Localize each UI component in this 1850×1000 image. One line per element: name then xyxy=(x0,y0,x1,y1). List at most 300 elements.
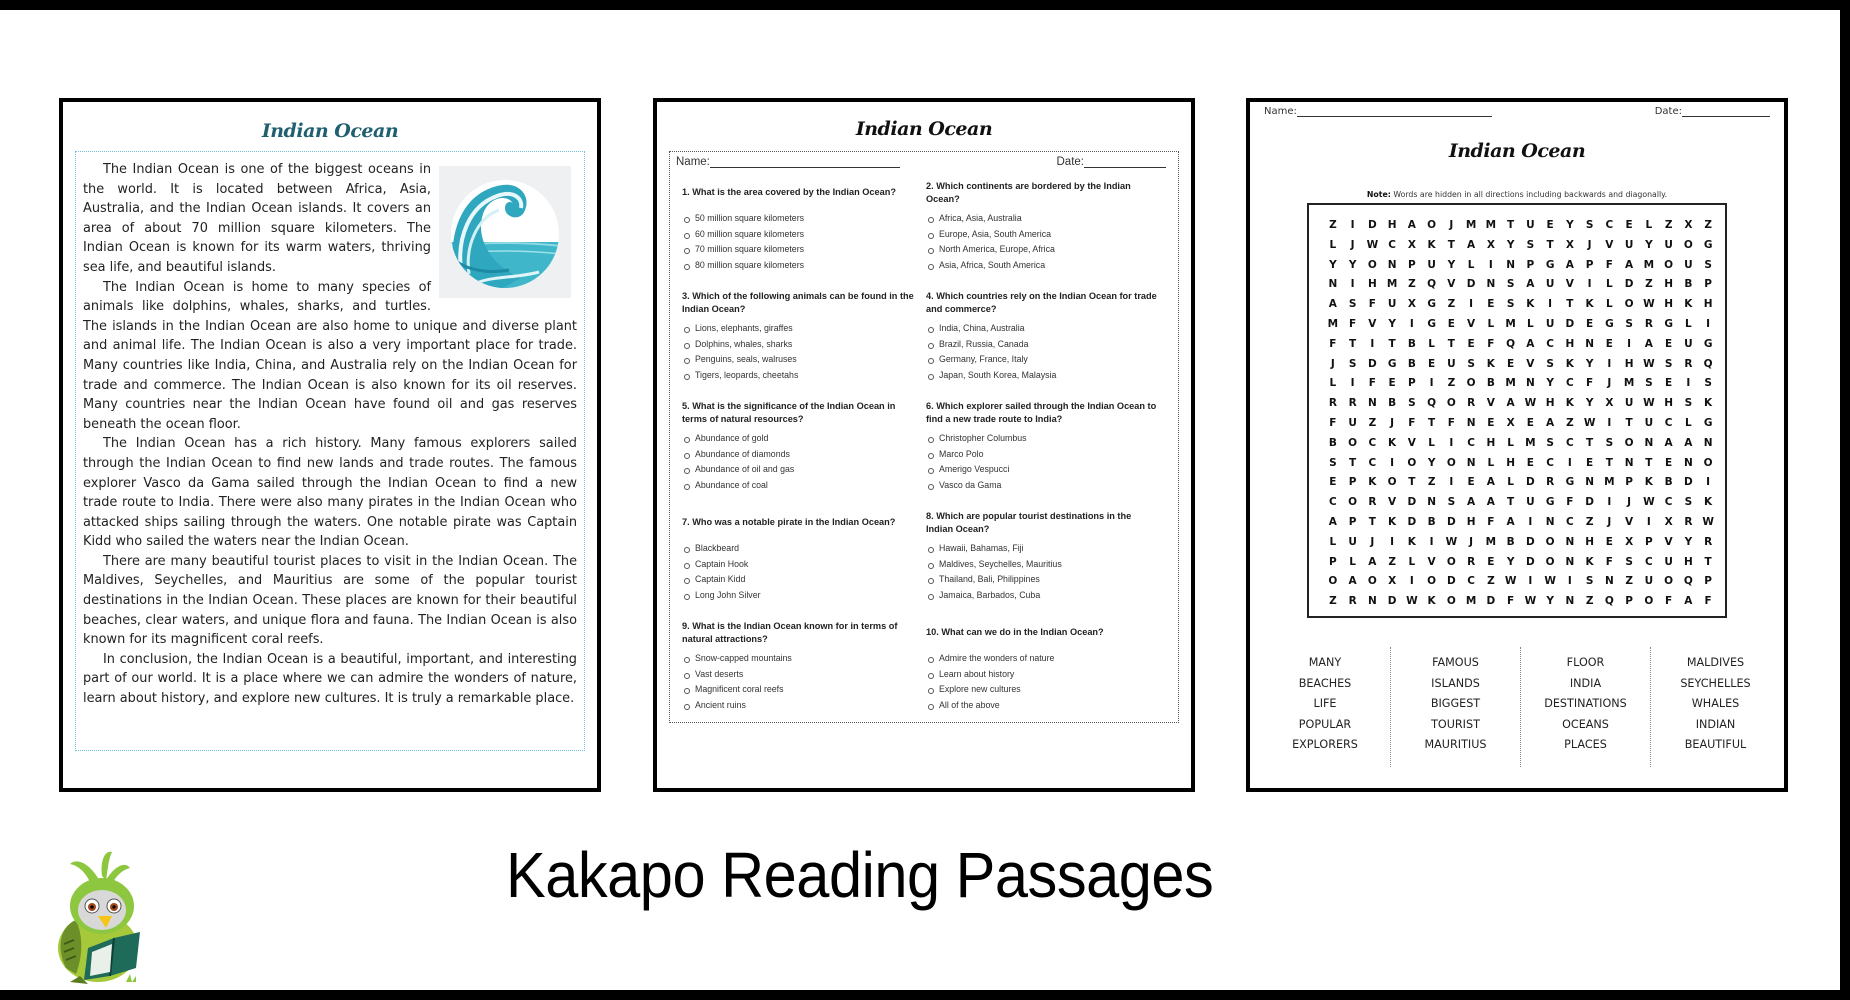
grid-letter[interactable]: F xyxy=(1665,595,1673,608)
answer-option[interactable]: Tigers, leopards, cheetahs xyxy=(682,368,914,384)
grid-letter[interactable]: G xyxy=(1703,337,1713,350)
grid-letter[interactable]: A xyxy=(1328,515,1337,528)
grid-letter[interactable]: Y xyxy=(1388,317,1396,330)
grid-letter[interactable]: C xyxy=(1368,436,1377,449)
grid-letter[interactable]: Z xyxy=(1329,595,1337,608)
grid-letter[interactable]: O xyxy=(1664,575,1674,588)
grid-letter[interactable]: F xyxy=(1704,595,1712,608)
grid-letter[interactable]: J xyxy=(1587,238,1592,251)
grid-letter[interactable]: F xyxy=(1447,416,1455,429)
grid-letter[interactable]: U xyxy=(1664,238,1673,251)
grid-letter[interactable]: G xyxy=(1427,298,1436,311)
grid-letter[interactable]: I xyxy=(1686,377,1691,390)
grid-letter[interactable]: S xyxy=(1526,238,1535,251)
grid-letter[interactable]: K xyxy=(1565,397,1574,410)
grid-letter[interactable]: H xyxy=(1585,535,1595,548)
grid-letter[interactable]: P xyxy=(1526,258,1535,271)
grid-letter[interactable]: G xyxy=(1545,496,1555,509)
grid-letter[interactable]: V xyxy=(1565,278,1574,291)
grid-letter[interactable]: U xyxy=(1664,555,1673,568)
grid-letter[interactable]: Y xyxy=(1427,456,1436,469)
grid-letter[interactable]: Z xyxy=(1427,476,1436,489)
grid-letter[interactable]: O xyxy=(1545,555,1555,568)
grid-letter[interactable]: Z xyxy=(1585,515,1594,528)
grid-letter[interactable]: I xyxy=(1607,496,1612,509)
grid-letter[interactable]: E xyxy=(1665,377,1673,390)
grid-letter[interactable]: L xyxy=(1349,555,1356,568)
grid-letter[interactable]: P xyxy=(1645,535,1653,548)
grid-letter[interactable]: A xyxy=(1625,258,1634,271)
grid-letter[interactable]: L xyxy=(1606,278,1613,291)
grid-letter[interactable]: N xyxy=(1604,575,1614,588)
grid-letter[interactable]: S xyxy=(1625,317,1633,330)
grid-letter[interactable]: U xyxy=(1684,258,1693,271)
grid-letter[interactable]: W xyxy=(1406,595,1418,608)
grid-letter[interactable]: N xyxy=(1525,377,1535,390)
grid-letter[interactable]: I xyxy=(1627,337,1632,350)
grid-letter[interactable]: Z xyxy=(1487,575,1495,588)
grid-letter[interactable]: M xyxy=(1505,317,1516,330)
grid-letter[interactable]: P xyxy=(1704,278,1712,291)
grid-letter[interactable]: F xyxy=(1349,317,1357,330)
grid-letter[interactable]: D xyxy=(1368,219,1377,231)
grid-letter[interactable]: C xyxy=(1566,515,1574,528)
grid-letter[interactable]: N xyxy=(1565,555,1575,568)
grid-letter[interactable]: R xyxy=(1704,535,1713,548)
answer-option[interactable]: Blackbeard xyxy=(682,541,914,557)
answer-option[interactable]: Japan, South Korea, Malaysia xyxy=(926,368,1158,384)
grid-letter[interactable]: Z xyxy=(1329,219,1337,231)
grid-letter[interactable]: U xyxy=(1684,337,1693,350)
grid-letter[interactable]: I xyxy=(1449,436,1454,449)
grid-letter[interactable]: I xyxy=(1390,456,1395,469)
grid-letter[interactable]: Y xyxy=(1566,219,1574,231)
answer-option[interactable]: Vasco da Gama xyxy=(926,478,1158,494)
grid-letter[interactable]: O xyxy=(1348,436,1358,449)
answer-option[interactable]: North America, Europe, Africa xyxy=(926,242,1158,258)
grid-letter[interactable]: Y xyxy=(1645,238,1653,251)
grid-letter[interactable]: L xyxy=(1467,258,1475,271)
grid-letter[interactable]: D xyxy=(1466,278,1476,291)
grid-letter[interactable]: E xyxy=(1526,416,1534,429)
grid-letter[interactable]: S xyxy=(1684,496,1693,509)
grid-letter[interactable]: F xyxy=(1586,377,1594,390)
grid-letter[interactable]: I xyxy=(1567,456,1572,469)
grid-letter[interactable]: I xyxy=(1409,317,1414,330)
grid-letter[interactable]: C xyxy=(1605,219,1614,231)
grid-letter[interactable]: I xyxy=(1587,278,1592,291)
grid-letter[interactable]: E xyxy=(1467,476,1475,489)
grid-letter[interactable]: K xyxy=(1486,357,1495,370)
grid-letter[interactable]: P xyxy=(1348,476,1357,489)
grid-letter[interactable]: U xyxy=(1387,298,1397,311)
grid-letter[interactable]: D xyxy=(1387,595,1397,608)
grid-letter[interactable]: B xyxy=(1388,397,1397,410)
grid-letter[interactable]: W xyxy=(1643,357,1655,370)
grid-letter[interactable]: O xyxy=(1407,456,1417,469)
grid-letter[interactable]: I xyxy=(1646,515,1651,528)
answer-option[interactable]: Long John Silver xyxy=(682,588,914,604)
grid-letter[interactable]: A xyxy=(1526,278,1535,291)
grid-letter[interactable]: D xyxy=(1526,476,1535,489)
grid-letter[interactable]: I xyxy=(1350,219,1355,231)
answer-option[interactable]: Abundance of diamonds xyxy=(682,447,914,463)
grid-letter[interactable]: B xyxy=(1684,278,1693,291)
grid-letter[interactable]: I xyxy=(1528,575,1533,588)
grid-letter[interactable]: E xyxy=(1546,219,1554,231)
grid-letter[interactable]: A xyxy=(1368,555,1377,568)
grid-letter[interactable]: Z xyxy=(1408,278,1416,291)
grid-letter[interactable]: U xyxy=(1427,258,1436,271)
grid-letter[interactable]: K xyxy=(1407,535,1416,548)
grid-letter[interactable]: Y xyxy=(1546,377,1554,390)
grid-letter[interactable]: L xyxy=(1428,337,1435,350)
grid-letter[interactable]: R xyxy=(1684,357,1693,370)
grid-letter[interactable]: L xyxy=(1329,535,1337,548)
grid-letter[interactable]: D xyxy=(1407,496,1417,509)
grid-letter[interactable]: H xyxy=(1387,219,1397,231)
grid-letter[interactable]: E xyxy=(1625,219,1633,231)
grid-letter[interactable]: V xyxy=(1467,317,1476,330)
grid-letter[interactable]: M xyxy=(1525,436,1536,449)
grid-letter[interactable]: P xyxy=(1625,595,1633,608)
grid-letter[interactable]: S xyxy=(1605,436,1614,449)
grid-letter[interactable]: T xyxy=(1447,337,1455,350)
grid-letter[interactable]: I xyxy=(1350,278,1355,291)
grid-letter[interactable]: T xyxy=(1349,456,1357,469)
letter-grid[interactable] xyxy=(1323,216,1718,612)
grid-letter[interactable]: N xyxy=(1506,258,1516,271)
grid-letter[interactable]: X xyxy=(1605,397,1614,410)
grid-letter[interactable]: O xyxy=(1644,595,1654,608)
grid-letter[interactable]: Q xyxy=(1427,278,1437,291)
grid-letter[interactable]: Z xyxy=(1664,219,1673,231)
grid-letter[interactable]: Z xyxy=(1566,416,1574,429)
grid-letter[interactable]: E xyxy=(1665,456,1673,469)
grid-letter[interactable]: N xyxy=(1367,595,1377,608)
grid-letter[interactable]: I xyxy=(1548,298,1553,311)
grid-letter[interactable]: N xyxy=(1387,258,1397,271)
grid-letter[interactable]: Z xyxy=(1447,377,1456,390)
grid-letter[interactable]: N xyxy=(1703,436,1713,449)
grid-letter[interactable]: T xyxy=(1566,298,1574,311)
grid-letter[interactable]: N xyxy=(1585,337,1595,350)
grid-letter[interactable]: N xyxy=(1644,436,1654,449)
grid-letter[interactable]: E xyxy=(1447,317,1455,330)
grid-letter[interactable]: A xyxy=(1407,219,1416,231)
grid-letter[interactable]: H xyxy=(1565,337,1575,350)
grid-letter[interactable]: A xyxy=(1546,416,1555,429)
grid-letter[interactable]: A xyxy=(1506,397,1515,410)
grid-letter[interactable]: Q xyxy=(1427,397,1437,410)
grid-letter[interactable]: D xyxy=(1585,496,1594,509)
grid-letter[interactable]: J xyxy=(1350,238,1355,251)
grid-letter[interactable]: O xyxy=(1387,476,1397,489)
grid-letter[interactable]: A xyxy=(1565,258,1574,271)
grid-letter[interactable]: U xyxy=(1526,496,1535,509)
grid-letter[interactable]: E xyxy=(1586,317,1594,330)
grid-letter[interactable]: Y xyxy=(1546,595,1554,608)
grid-letter[interactable]: S xyxy=(1585,219,1594,231)
grid-letter[interactable]: G xyxy=(1387,357,1397,370)
grid-letter[interactable]: I xyxy=(1409,575,1414,588)
grid-letter[interactable]: V xyxy=(1407,436,1416,449)
grid-letter[interactable]: R xyxy=(1644,317,1653,330)
grid-letter[interactable]: O xyxy=(1624,436,1634,449)
grid-letter[interactable]: P xyxy=(1625,476,1633,489)
grid-letter[interactable]: O xyxy=(1348,496,1358,509)
grid-letter[interactable]: I xyxy=(1488,258,1493,271)
grid-letter[interactable]: F xyxy=(1605,258,1613,271)
grid-letter[interactable]: N xyxy=(1466,416,1476,429)
answer-option[interactable]: Germany, France, Italy xyxy=(926,352,1158,368)
grid-letter[interactable]: I xyxy=(1706,476,1711,489)
grid-letter[interactable]: E xyxy=(1586,456,1594,469)
grid-letter[interactable]: Z xyxy=(1368,416,1377,429)
grid-letter[interactable]: S xyxy=(1506,278,1515,291)
grid-letter[interactable]: B xyxy=(1427,515,1436,528)
answer-option[interactable]: Admire the wonders of nature xyxy=(926,651,1158,667)
grid-letter[interactable]: B xyxy=(1407,337,1416,350)
grid-letter[interactable]: I xyxy=(1706,317,1711,330)
grid-letter[interactable]: Y xyxy=(1506,555,1515,568)
grid-letter[interactable]: O xyxy=(1427,219,1437,231)
grid-letter[interactable]: T xyxy=(1586,436,1594,449)
grid-letter[interactable]: L xyxy=(1487,456,1495,469)
answer-option[interactable]: Maldives, Seychelles, Mauritius xyxy=(926,557,1158,573)
answer-option[interactable]: 80 million square kilometers xyxy=(682,258,914,274)
grid-letter[interactable]: N xyxy=(1466,456,1476,469)
grid-letter[interactable]: T xyxy=(1388,337,1396,350)
grid-letter[interactable]: L xyxy=(1329,377,1337,390)
grid-letter[interactable]: K xyxy=(1427,595,1436,608)
grid-letter[interactable]: I xyxy=(1429,377,1434,390)
grid-letter[interactable]: D xyxy=(1624,278,1634,291)
grid-letter[interactable]: C xyxy=(1566,436,1574,449)
grid-letter[interactable]: E xyxy=(1388,377,1396,390)
grid-letter[interactable]: K xyxy=(1388,515,1397,528)
grid-letter[interactable]: E xyxy=(1605,535,1613,548)
grid-letter[interactable]: U xyxy=(1624,397,1634,410)
grid-letter[interactable]: W xyxy=(1544,575,1556,588)
grid-letter[interactable]: P xyxy=(1704,575,1712,588)
grid-letter[interactable]: Q xyxy=(1703,357,1713,370)
grid-letter[interactable]: M xyxy=(1465,219,1477,231)
grid-letter[interactable]: S xyxy=(1447,496,1456,509)
grid-letter[interactable]: S xyxy=(1348,357,1357,370)
grid-letter[interactable]: V xyxy=(1625,515,1634,528)
grid-letter[interactable]: S xyxy=(1546,436,1554,449)
grid-letter[interactable]: L xyxy=(1507,476,1514,489)
answer-option[interactable]: Penguins, seals, walruses xyxy=(682,352,914,368)
grid-letter[interactable]: N xyxy=(1328,278,1338,291)
grid-letter[interactable]: Y xyxy=(1329,258,1337,271)
answer-option[interactable]: 70 million square kilometers xyxy=(682,242,914,258)
grid-letter[interactable]: W xyxy=(1524,397,1537,410)
grid-letter[interactable]: H xyxy=(1545,397,1555,410)
grid-letter[interactable]: I xyxy=(1429,535,1434,548)
grid-letter[interactable]: M xyxy=(1643,258,1655,271)
grid-letter[interactable]: V xyxy=(1388,496,1397,509)
grid-letter[interactable]: S xyxy=(1506,298,1515,311)
grid-letter[interactable]: D xyxy=(1684,476,1693,489)
grid-letter[interactable]: Y xyxy=(1348,258,1357,271)
grid-letter[interactable]: I xyxy=(1370,337,1375,350)
grid-letter[interactable]: R xyxy=(1368,496,1377,509)
grid-letter[interactable]: J xyxy=(1390,416,1395,429)
answer-option[interactable]: 60 million square kilometers xyxy=(682,227,914,243)
grid-letter[interactable]: P xyxy=(1408,377,1416,390)
grid-letter[interactable]: J xyxy=(1627,496,1632,509)
grid-letter[interactable]: K xyxy=(1644,476,1653,489)
grid-letter[interactable]: D xyxy=(1368,357,1377,370)
grid-letter[interactable]: K xyxy=(1565,357,1574,370)
grid-letter[interactable]: B xyxy=(1328,436,1337,449)
answer-option[interactable]: Asia, Africa, South America xyxy=(926,258,1158,274)
grid-letter[interactable]: L xyxy=(1428,436,1435,449)
grid-letter[interactable]: U xyxy=(1348,416,1357,429)
grid-letter[interactable]: A xyxy=(1684,436,1693,449)
grid-letter[interactable]: E xyxy=(1487,416,1495,429)
answer-option[interactable]: Jamaica, Barbados, Cuba xyxy=(926,588,1158,604)
answer-option[interactable]: India, China, Australia xyxy=(926,321,1158,337)
grid-letter[interactable]: I xyxy=(1567,575,1572,588)
grid-letter[interactable]: F xyxy=(1368,298,1376,311)
grid-letter[interactable]: X xyxy=(1664,515,1673,528)
grid-letter[interactable]: B xyxy=(1486,377,1495,390)
grid-letter[interactable]: K xyxy=(1585,555,1594,568)
grid-letter[interactable]: R xyxy=(1684,515,1693,528)
grid-letter[interactable]: T xyxy=(1507,219,1515,231)
grid-letter[interactable]: I xyxy=(1607,416,1612,429)
grid-letter[interactable]: F xyxy=(1566,496,1574,509)
grid-letter[interactable]: V xyxy=(1486,397,1495,410)
grid-letter[interactable]: A xyxy=(1644,337,1653,350)
grid-letter[interactable]: W xyxy=(1583,416,1596,429)
grid-letter[interactable]: G xyxy=(1565,476,1575,489)
answer-option[interactable]: All of the above xyxy=(926,698,1158,714)
grid-letter[interactable]: O xyxy=(1446,397,1456,410)
answer-option[interactable]: Amerigo Vespucci xyxy=(926,462,1158,478)
grid-letter[interactable]: V xyxy=(1605,238,1614,251)
grid-letter[interactable]: M xyxy=(1465,595,1477,608)
grid-letter[interactable]: H xyxy=(1703,298,1713,311)
answer-option[interactable]: Snow-capped mountains xyxy=(682,651,914,667)
grid-letter[interactable]: S xyxy=(1625,555,1633,568)
answer-option[interactable]: Learn about history xyxy=(926,667,1158,683)
grid-letter[interactable]: J xyxy=(1469,535,1474,548)
grid-letter[interactable]: W xyxy=(1702,515,1714,528)
grid-letter[interactable]: J xyxy=(1449,219,1454,231)
grid-letter[interactable]: U xyxy=(1644,416,1654,429)
grid-letter[interactable]: M xyxy=(1485,535,1497,548)
answer-option[interactable]: Marco Polo xyxy=(926,447,1158,463)
grid-letter[interactable]: L xyxy=(1606,298,1613,311)
grid-letter[interactable]: X xyxy=(1506,416,1515,429)
grid-letter[interactable]: W xyxy=(1366,238,1379,251)
grid-letter[interactable]: P xyxy=(1585,258,1594,271)
grid-letter[interactable]: G xyxy=(1605,317,1614,330)
grid-letter[interactable]: U xyxy=(1644,575,1654,588)
grid-letter[interactable]: X xyxy=(1407,238,1416,251)
grid-letter[interactable]: T xyxy=(1704,555,1712,568)
grid-letter[interactable]: B xyxy=(1407,357,1416,370)
grid-letter[interactable]: A xyxy=(1506,515,1515,528)
grid-letter[interactable]: S xyxy=(1408,397,1416,410)
grid-letter[interactable]: U xyxy=(1348,535,1357,548)
grid-letter[interactable]: J xyxy=(1370,535,1375,548)
grid-letter[interactable]: U xyxy=(1545,317,1555,330)
grid-letter[interactable]: N xyxy=(1545,515,1555,528)
grid-letter[interactable]: H xyxy=(1664,397,1674,410)
grid-letter[interactable]: Z xyxy=(1704,219,1712,231)
grid-letter[interactable]: U xyxy=(1545,278,1555,291)
grid-letter[interactable]: G xyxy=(1703,416,1713,429)
grid-letter[interactable]: L xyxy=(1487,317,1495,330)
grid-letter[interactable]: V xyxy=(1526,357,1535,370)
grid-letter[interactable]: T xyxy=(1625,416,1633,429)
grid-letter[interactable]: O xyxy=(1367,575,1377,588)
grid-letter[interactable]: W xyxy=(1643,298,1655,311)
grid-letter[interactable]: X xyxy=(1684,219,1693,231)
grid-letter[interactable]: A xyxy=(1328,298,1337,311)
grid-letter[interactable]: O xyxy=(1446,456,1456,469)
grid-letter[interactable]: L xyxy=(1329,238,1337,251)
grid-letter[interactable]: E xyxy=(1526,456,1534,469)
grid-letter[interactable]: A xyxy=(1467,238,1476,251)
grid-letter[interactable]: D xyxy=(1526,535,1535,548)
answer-option[interactable]: Captain Kidd xyxy=(682,572,914,588)
grid-letter[interactable]: T xyxy=(1507,496,1515,509)
grid-letter[interactable]: V xyxy=(1427,555,1436,568)
grid-letter[interactable]: H xyxy=(1624,357,1634,370)
grid-letter[interactable]: N xyxy=(1565,595,1575,608)
grid-letter[interactable]: Y xyxy=(1684,535,1693,548)
grid-letter[interactable]: T xyxy=(1408,476,1416,489)
grid-letter[interactable]: A xyxy=(1486,476,1495,489)
grid-letter[interactable]: G xyxy=(1664,317,1673,330)
grid-letter[interactable]: R xyxy=(1328,397,1337,410)
grid-letter[interactable]: E xyxy=(1487,298,1495,311)
grid-letter[interactable]: L xyxy=(1408,555,1416,568)
grid-letter[interactable]: O xyxy=(1446,595,1456,608)
grid-letter[interactable]: Y xyxy=(1506,238,1515,251)
grid-letter[interactable]: R xyxy=(1348,397,1357,410)
grid-letter[interactable]: N xyxy=(1565,535,1575,548)
grid-letter[interactable]: S xyxy=(1329,456,1337,469)
answer-option[interactable]: Brazil, Russia, Canada xyxy=(926,337,1158,353)
grid-letter[interactable]: F xyxy=(1487,337,1495,350)
grid-letter[interactable]: W xyxy=(1643,496,1655,509)
grid-letter[interactable]: E xyxy=(1428,357,1436,370)
grid-letter[interactable]: S xyxy=(1704,258,1712,271)
grid-letter[interactable]: F xyxy=(1329,337,1337,350)
grid-letter[interactable]: S xyxy=(1546,357,1554,370)
grid-letter[interactable]: T xyxy=(1428,416,1436,429)
grid-letter[interactable]: D xyxy=(1447,515,1456,528)
grid-letter[interactable]: Z xyxy=(1388,555,1396,568)
grid-letter[interactable]: W xyxy=(1504,575,1517,588)
grid-letter[interactable]: K xyxy=(1388,436,1397,449)
grid-letter[interactable]: R xyxy=(1467,397,1476,410)
grid-letter[interactable]: T xyxy=(1349,337,1357,350)
answer-option[interactable]: Hawaii, Bahamas, Fiji xyxy=(926,541,1158,557)
answer-option[interactable]: Europe, Asia, South America xyxy=(926,227,1158,243)
grid-letter[interactable]: I xyxy=(1469,298,1474,311)
grid-letter[interactable]: T xyxy=(1645,456,1653,469)
grid-letter[interactable]: V xyxy=(1447,278,1456,291)
grid-letter[interactable]: Y xyxy=(1447,258,1456,271)
